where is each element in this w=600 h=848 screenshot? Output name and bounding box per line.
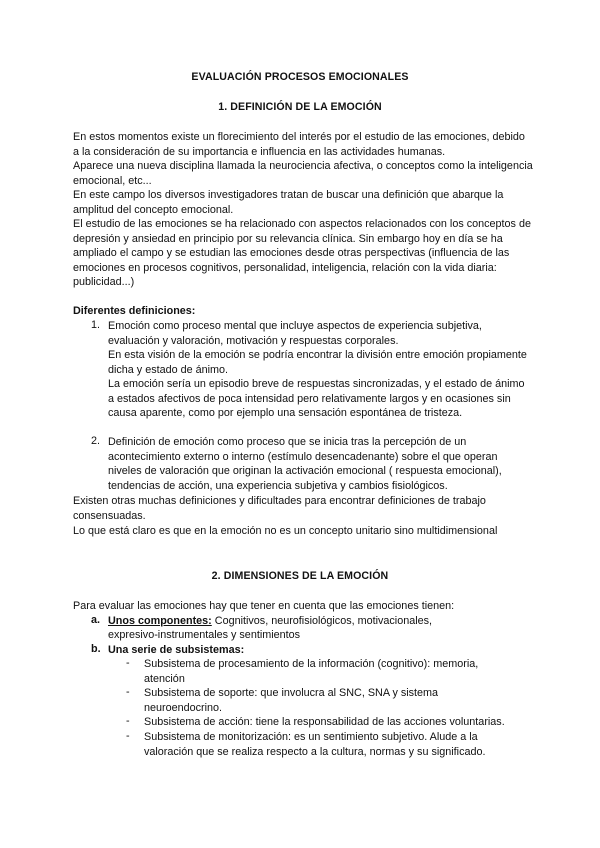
paragraph-2: Aparece una nueva disciplina llamada la neurociencia afectiva, o conceptos como la inteligencia emocional, etc...: [73, 160, 533, 187]
paragraph-3: En este campo los diversos investigadores tratan de buscar una definición que abarque la amplitud del concepto emocional.: [73, 189, 504, 216]
item-a: [108, 614, 508, 629]
definitions-heading: Diferentes definiciones:: [73, 305, 196, 317]
item-b-label: Una serie de subsistemas:: [108, 644, 245, 656]
subsystem-2-dash: -: [126, 686, 130, 698]
subsystem-1-dash: -: [126, 657, 130, 669]
definition-1-number: 1.: [91, 319, 101, 331]
subsystem-3-dash: -: [126, 715, 130, 727]
section-1-heading: 1. DEFINICIÓN DE LA EMOCIÓN: [218, 101, 382, 113]
definition-1-extra-2: La emoción sería un episodio breve de respuestas sincronizadas, y el estado de ánimo a estados afectivos de poca intensidad pero relativamente largos y en ocasiones sin causa aparente, como por ejemplo una sensación espontánea de tristeza.: [108, 378, 525, 419]
subsystem-4-dash: -: [126, 730, 130, 742]
paragraph-1: En estos momentos existe un florecimiento del interés por el estudio de las emociones, debido a la consideración de su importancia e influencia en las actividades humanas.: [73, 131, 525, 158]
subsystem-1-line-1: Subsistema de procesamiento de la información (cognitivo): memoria,: [144, 658, 479, 670]
item-a-letter: a.: [91, 614, 101, 626]
section-2-intro: Para evaluar las emociones hay que tener en cuenta que las emociones tienen:: [73, 600, 455, 612]
closing-paragraph-1: Existen otras muchas definiciones y dificultades para encontrar definiciones de trabajo consensuadas.: [73, 495, 486, 522]
subsystem-2-line-1: Subsistema de soporte: que involucra al SNC, SNA y sistema: [144, 687, 439, 699]
definition-2-text: Definición de emoción como proceso que se inicia tras la percepción de un acontecimiento externo o interno (estímulo desencadenante) sobre el que operan niveles de valoración que originan la activación emocional ( respuesta emocional), tendencias de acción, una experiencia subjetiva y cambios fisiológicos.: [108, 436, 502, 492]
subsystem-1-line-2: atención: [144, 673, 185, 685]
item-a-text-2: expresivo-instrumentales y sentimientos: [108, 629, 301, 641]
definition-2-number: 2.: [91, 435, 101, 447]
subsystem-4-line-1: Subsistema de monitorización: es un sentimiento subjetivo. Alude a la: [144, 731, 478, 743]
document-title: EVALUACIÓN PROCESOS EMOCIONALES: [191, 71, 409, 83]
paragraph-4: El estudio de las emociones se ha relacionado con aspectos relacionados con los conceptos de depresión y ansiedad en principio por su relevancia clínica. Sin embargo hoy en día se ha ampliado el campo y se estudian las emociones desde otras perspectivas (influencia de las emociones en procesos cognitivos, personalidad, inteligencia, relación con la vida diaria: publicidad...): [73, 218, 531, 288]
section-2-heading: 2. DIMENSIONES DE LA EMOCIÓN: [211, 570, 389, 582]
subsystem-4-line-2: valoración que se realiza respecto a la cultura, normas y su significado.: [144, 746, 486, 758]
item-a-label: Unos componentes:: [108, 615, 212, 627]
subsystem-2-line-2: neuroendocrino.: [144, 702, 223, 714]
item-b-letter: b.: [91, 643, 101, 655]
definition-1-extra-1: En esta visión de la emoción se podría encontrar la división entre emoción propiamente dicha y estado de ánimo.: [108, 349, 527, 376]
item-a-text: Cognitivos, neurofisiológicos, motivacionales,: [211, 615, 433, 627]
subsystem-3-line-1: Subsistema de acción: tiene la responsabilidad de las acciones voluntarias.: [144, 716, 505, 728]
closing-paragraph-2: Lo que está claro es que en la emoción no es un concepto unitario sino multidimensional: [73, 525, 498, 537]
definition-1-text: Emoción como proceso mental que incluye aspectos de experiencia subjetiva, evaluación y valoración, motivación y respuestas corporales.: [108, 320, 482, 347]
